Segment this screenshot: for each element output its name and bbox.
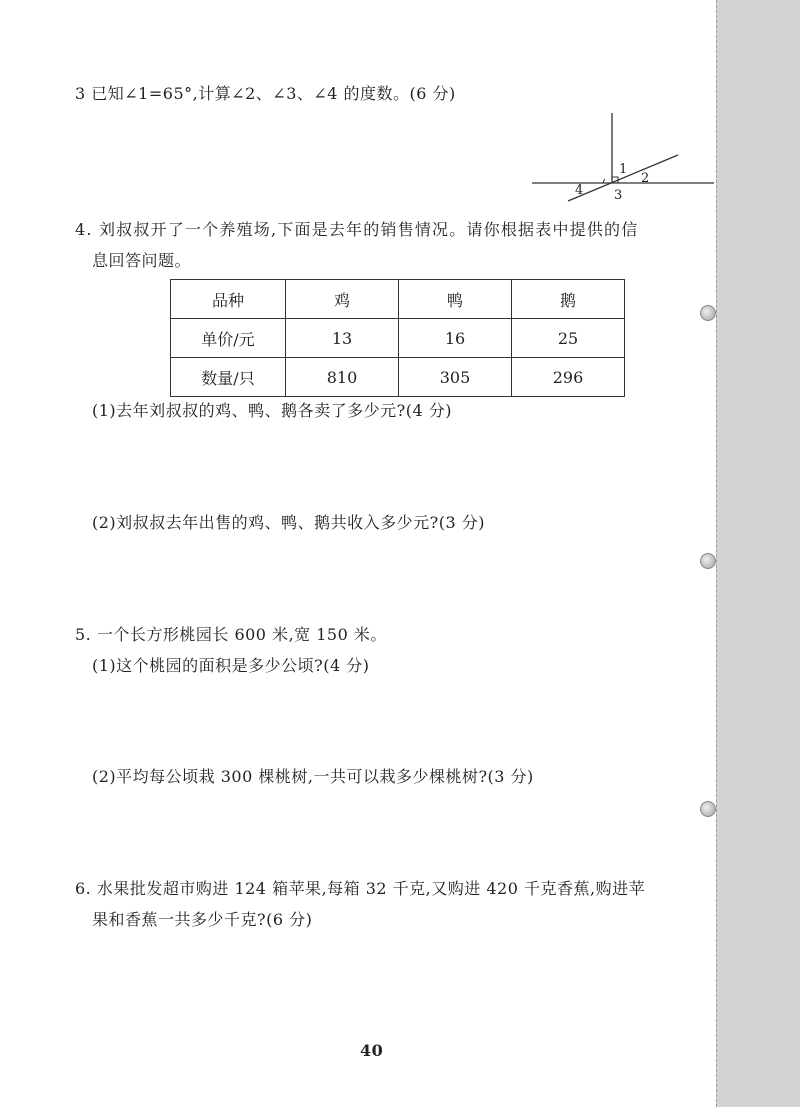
table-cell: 鹅 (512, 280, 625, 319)
binding-hole-icon (700, 553, 716, 569)
question-6-line-1: 6. 水果批发超市购进 124 箱苹果,每箱 32 千克,又购进 420 千克香蕉,购进苹 (75, 879, 646, 898)
table-cell: 296 (512, 358, 625, 397)
sales-table (170, 279, 625, 397)
table-cell: 305 (399, 358, 512, 397)
page-number: 40 (360, 1041, 384, 1060)
angle-figure (528, 105, 718, 210)
table-cell: 810 (286, 358, 399, 397)
binding-hole-icon (700, 801, 716, 817)
table-cell: 13 (286, 319, 399, 358)
question-3: 3 已知∠1=65°,计算∠2、∠3、∠4 的度数。(6 分) (75, 84, 456, 103)
question-5-sub-1: (1)这个桃园的面积是多少公顷?(4 分) (92, 656, 370, 675)
binding-hole-icon (700, 305, 716, 321)
angle-label-1: 1 (619, 162, 628, 177)
question-4-sub-1: (1)去年刘叔叔的鸡、鸭、鹅各卖了多少元?(4 分) (92, 401, 452, 420)
binding-margin (716, 0, 800, 1107)
table-row (171, 319, 625, 358)
table-cell: 品种 (171, 280, 286, 319)
table-cell: 25 (512, 319, 625, 358)
angle-label-3: 3 (614, 188, 623, 203)
table-cell: 鸭 (399, 280, 512, 319)
question-5-sub-2: (2)平均每公顷栽 300 棵桃树,一共可以栽多少棵桃树?(3 分) (92, 767, 534, 786)
table-cell: 鸡 (286, 280, 399, 319)
question-5: 5. 一个长方形桃园长 600 米,宽 150 米。 (75, 625, 387, 644)
angle-label-2: 2 (641, 171, 650, 186)
table-cell: 数量/只 (171, 358, 286, 397)
question-4-line-2: 息回答问题。 (92, 251, 192, 270)
question-6-line-2: 果和香蕉一共多少千克?(6 分) (92, 910, 313, 929)
table-cell: 单价/元 (171, 319, 286, 358)
question-4-sub-2: (2)刘叔叔去年出售的鸡、鸭、鹅共收入多少元?(3 分) (92, 513, 485, 532)
table-header-row (171, 280, 625, 319)
angle-label-4: 4 (575, 183, 584, 198)
question-4-line-1: 4. 刘叔叔开了一个养殖场,下面是去年的销售情况。请你根据表中提供的信 (75, 220, 639, 239)
table-cell: 16 (399, 319, 512, 358)
table-row (171, 358, 625, 397)
